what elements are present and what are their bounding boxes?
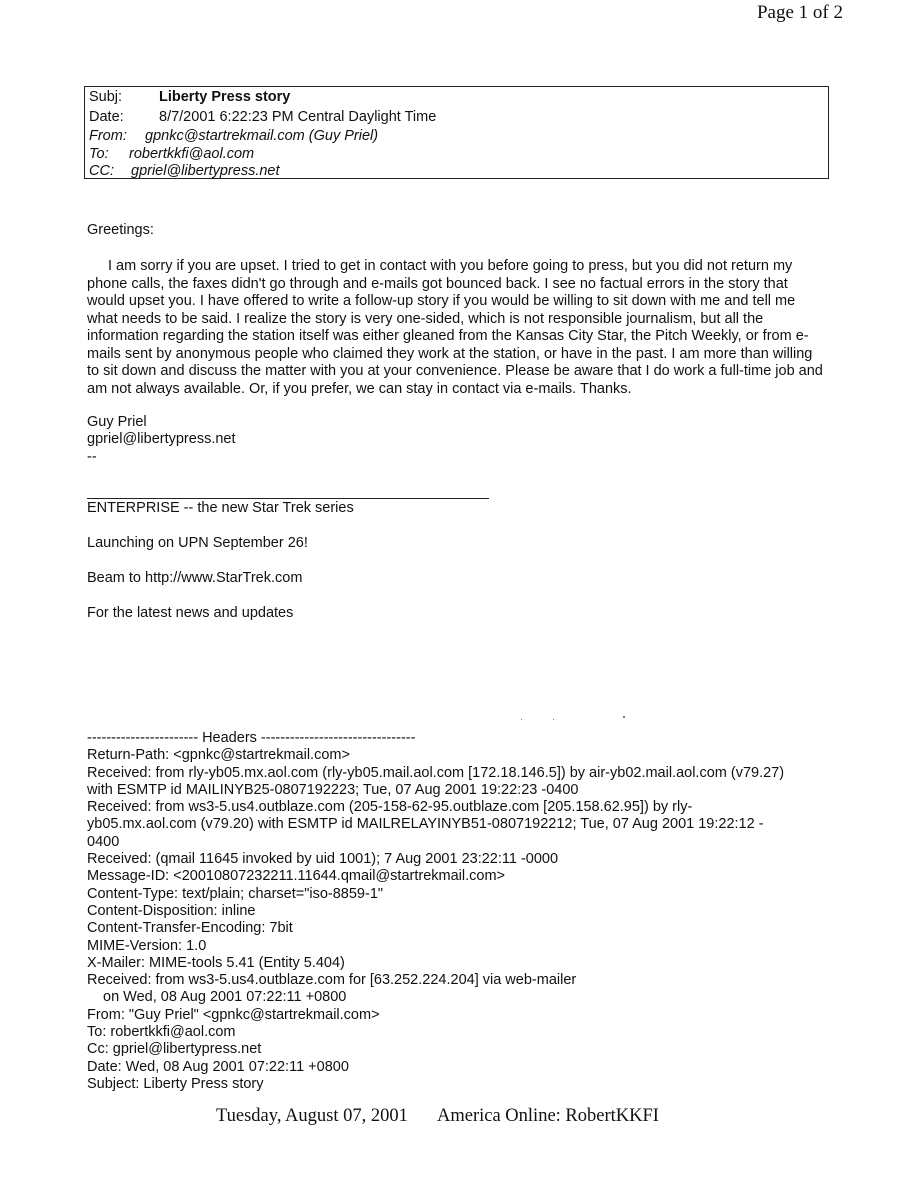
cc-row bbox=[85, 162, 280, 180]
from-row bbox=[85, 127, 378, 145]
ad-divider bbox=[87, 498, 489, 499]
raw-headers bbox=[87, 730, 837, 1093]
headers-title: ----------------------- Headers -------------------------------- bbox=[87, 730, 416, 746]
header-line: 0400 bbox=[87, 833, 120, 850]
greeting: Greetings: bbox=[87, 222, 154, 238]
header-line: Received: from ws3-5.us4.outblaze.com (205-158-62-95.outblaze.com [205.158.62.95]) by rly- bbox=[87, 799, 693, 816]
to-value: robertkkfi@aol.com bbox=[129, 146, 255, 162]
subject-row bbox=[85, 88, 290, 106]
signature-name: Guy Priel bbox=[87, 414, 147, 430]
subject-label: Subj: bbox=[89, 89, 123, 105]
header-line: Received: (qmail 11645 invoked by uid 1001); 7 Aug 2001 23:22:11 -0000 bbox=[87, 851, 559, 868]
date-value: 8/7/2001 6:22:23 PM Central Daylight Time bbox=[159, 109, 437, 125]
header-line: Received: from rly-yb05.mx.aol.com (rly-yb05.mail.aol.com [172.18.146.5]) by air-yb02.mail.aol.com (v79.27) bbox=[87, 764, 785, 781]
date-label: Date: bbox=[89, 109, 124, 125]
header-line: From: "Guy Priel" <gpnkc@startrekmail.com> bbox=[87, 1006, 380, 1023]
scan-speck bbox=[553, 719, 554, 720]
message-body-paragraph: I am sorry if you are upset. I tried to get in contact with you before going to press, but you did not return my phone calls, the faxes didn't go through and e-mails got bounced back. I see no factual errors in the story that would upset you. I have offered to write a follow-up story if you would be willing to sit down with me and tell me what needs to be said. I realize the story is very one-sided, which is not responsible journalism, but all the information regarding the station itself was either gleaned from the Kansas City Star, the Pitch Weekly, or from e-mails sent by anonymous people who claimed they work at the station, or have in the past. I am more than willing to sit down and discuss the matter with you at your convenience. Please be aware that I do work a full-time job and am not always available. Or, if you prefer, we can stay in contact via e-mails. Thanks. bbox=[87, 258, 823, 397]
header-line: To: robertkkfi@aol.com bbox=[87, 1024, 236, 1041]
to-row bbox=[85, 145, 254, 163]
header-line: Content-Type: text/plain; charset="iso-8859-1" bbox=[87, 885, 384, 902]
cc-value: gpriel@libertypress.net bbox=[131, 163, 280, 179]
footer-service: America Online: RobertKKFI bbox=[437, 1106, 659, 1126]
header-line: with ESMTP id MAILINYB25-0807192223; Tue, 07 Aug 2001 19:22:23 -0400 bbox=[87, 781, 579, 798]
page-number: Page 1 of 2 bbox=[756, 2, 843, 23]
subject-value: Liberty Press story bbox=[159, 89, 291, 105]
scan-speck bbox=[623, 716, 625, 718]
ad-line-title: ENTERPRISE -- the new Star Trek series bbox=[87, 500, 354, 516]
message-header-box bbox=[84, 86, 829, 179]
signature-email: gpriel@libertypress.net bbox=[87, 431, 236, 447]
signature-separator: -- bbox=[87, 449, 97, 465]
footer-date: Tuesday, August 07, 2001 bbox=[216, 1106, 408, 1126]
header-line: Return-Path: <gpnkc@startrekmail.com> bbox=[87, 747, 350, 764]
cc-label: CC: bbox=[89, 163, 114, 179]
from-value: gpnkc@startrekmail.com (Guy Priel) bbox=[145, 128, 379, 144]
header-line: Content-Transfer-Encoding: 7bit bbox=[87, 920, 293, 937]
header-line: X-Mailer: MIME-tools 5.41 (Entity 5.404) bbox=[87, 954, 345, 971]
to-label: To: bbox=[89, 146, 109, 162]
header-line: MIME-Version: 1.0 bbox=[87, 937, 207, 954]
header-line: Content-Disposition: inline bbox=[87, 902, 256, 919]
header-line: Cc: gpriel@libertypress.net bbox=[87, 1041, 262, 1058]
header-line: Received: from ws3-5.us4.outblaze.com for [63.252.224.204] via web-mailer bbox=[87, 972, 577, 989]
header-line: Date: Wed, 08 Aug 2001 07:22:11 +0800 bbox=[87, 1058, 349, 1075]
ad-line-url: Beam to http://www.StarTrek.com bbox=[87, 570, 303, 586]
ad-line-launch: Launching on UPN September 26! bbox=[87, 535, 308, 551]
header-line: on Wed, 08 Aug 2001 07:22:11 +0800 bbox=[103, 989, 347, 1006]
header-line: Subject: Liberty Press story bbox=[87, 1075, 264, 1092]
scan-speck bbox=[521, 719, 522, 720]
date-row bbox=[85, 108, 436, 126]
header-line: yb05.mx.aol.com (v79.20) with ESMTP id MAILRELAYINYB51-0807192212; Tue, 07 Aug 2001 19:22:12 - bbox=[87, 816, 764, 833]
header-line: Message-ID: <20010807232211.11644.qmail@startrekmail.com> bbox=[87, 868, 506, 885]
ad-line-news: For the latest news and updates bbox=[87, 605, 294, 621]
from-label: From: bbox=[89, 128, 127, 144]
